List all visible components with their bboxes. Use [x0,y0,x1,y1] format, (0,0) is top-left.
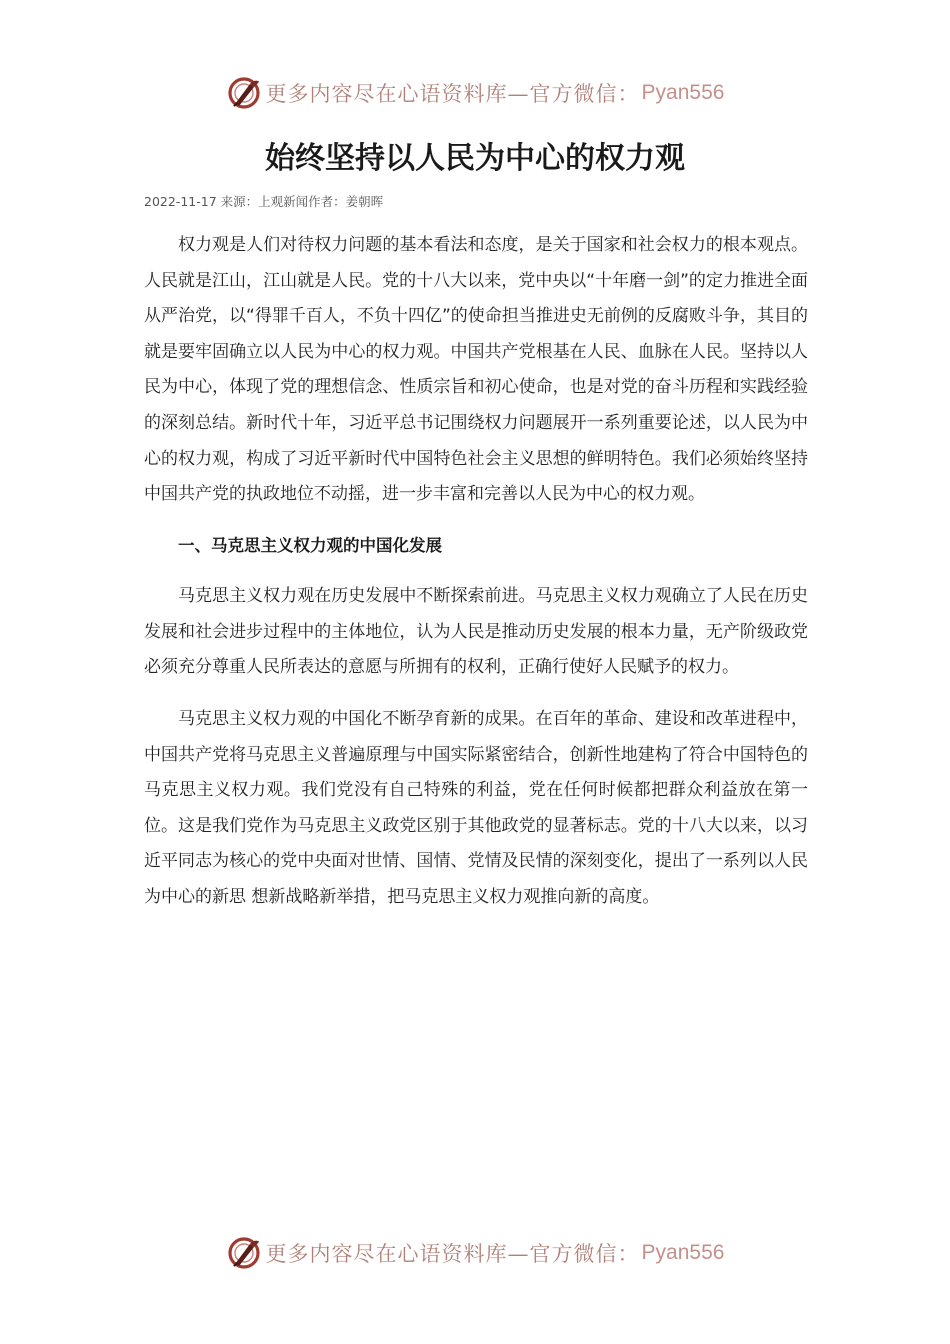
watermark-text: 更多内容尽在心语资料库—官方微信： [265,1242,640,1266]
article-meta: 2022-11-17 来源：上观新闻作者：姜朝晖 [144,194,384,209]
watermark-banner-bottom [0,1231,950,1275]
quill-logo-icon [226,1235,262,1271]
watermark-wechat-id: Pyan556 [641,1241,725,1264]
paragraph-3: 马克思主义权力观的中国化不断孕育新的成果。在百年的革命、建设和改革进程中，中国共产党将马克思主义普遍原理与中国实际紧密结合，创新性地建构了符合中国特色的马克思主义权力观。我们党没有自己特殊的利益，党在任何时候都把群众利益放在第一位。这是我们党作为马克思主义政党区别于其他政党的显著标志。党的十八大以来，以习近平同志为核心的党中央面对世情、国情、党情及民情的深刻变化，提出了一系列以人民为中心的新思 想新战略新举措，把马克思主义权力观推向新的高度。 [144,709,808,907]
paragraph-intro: 权力观是人们对待权力问题的基本看法和态度，是关于国家和社会权力的根本观点。人民就是江山，江山就是人民。党的十八大以来，党中央以“十年磨一剑”的定力推进全面从严治党，以“得罪千百人，不负十四亿”的使命担当推进史无前例的反腐败斗争，其目的就是要牢固确立以人民为中心的权力观。中国共产党根基在人民、血脉在人民。坚持以人民为中心，体现了党的理想信念、性质宗旨和初心使命，也是对党的奋斗历程和实践经验的深刻总结。新时代十年，习近平总书记围绕权力问题展开一系列重要论述，以人民为中心的权力观，构成了习近平新时代中国特色社会主义思想的鲜明特色。我们必须始终坚持中国共产党的执政地位不动摇，进一步丰富和完善以人民为中心的权力观。 [144,235,808,505]
watermark-content [226,75,725,111]
watermark-content [226,1235,725,1271]
watermark-banner-top [0,71,950,115]
watermark-wechat-id: Pyan556 [641,81,725,104]
quill-logo-icon [226,75,262,111]
section-heading: 一、马克思主义权力观的中国化发展 [178,536,442,555]
watermark-text: 更多内容尽在心语资料库—官方微信： [265,82,640,106]
paragraph-2: 马克思主义权力观在历史发展中不断探索前进。马克思主义权力观确立了人民在历史发展和社会进步过程中的主体地位，认为人民是推动历史发展的根本力量，无产阶级政党必须充分尊重人民所表达的意愿与所拥有的权利，正确行使好人民赋予的权力。 [144,586,808,678]
article-title: 始终坚持以人民为中心的权力观 [265,141,685,176]
